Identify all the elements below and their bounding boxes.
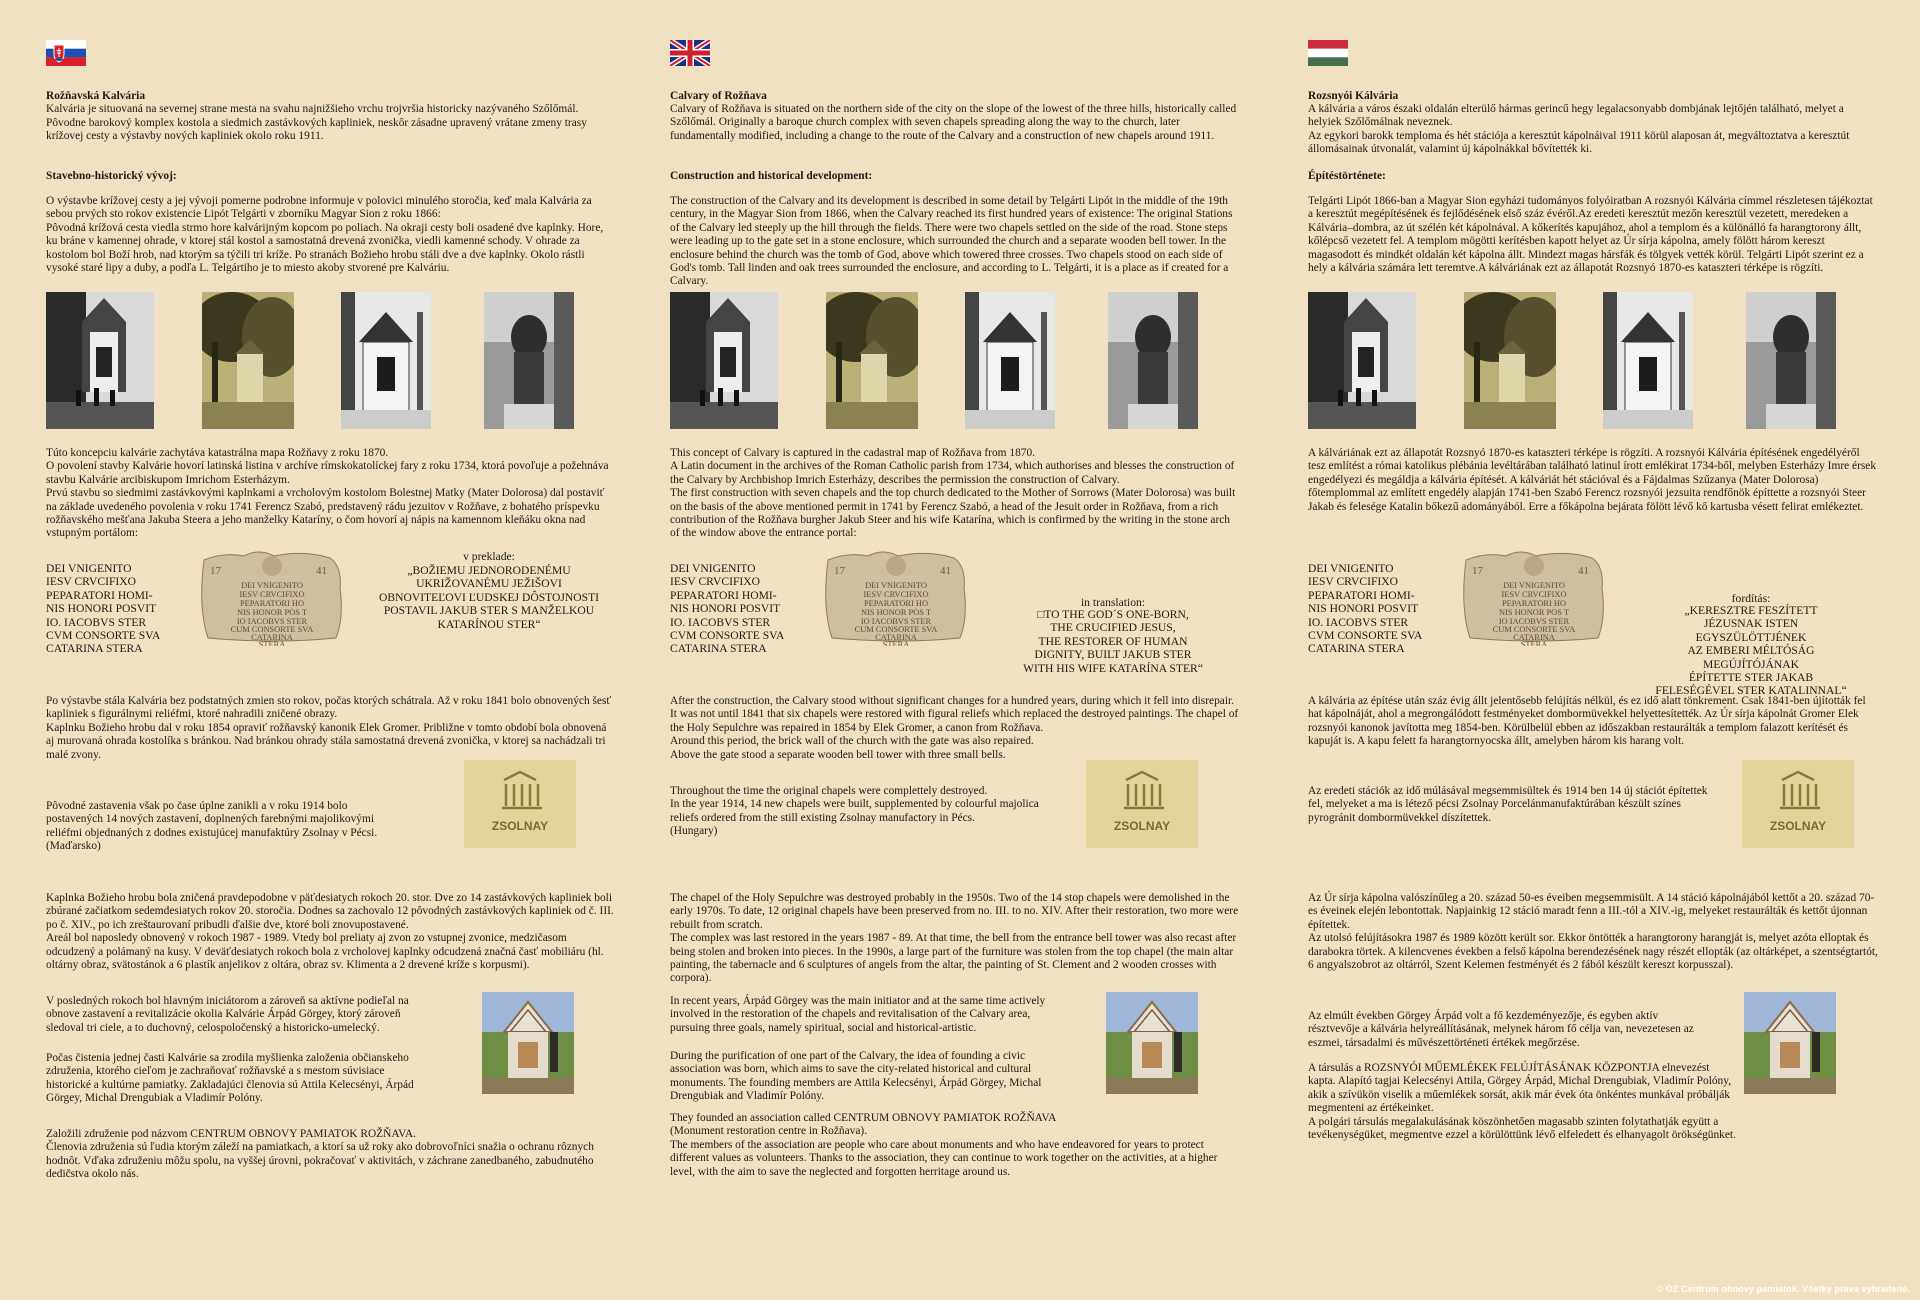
translation-text: „BOŽIEMU JEDNORODENÉMU UKRIŽOVANÉMU JEŽIŠOVI OBNOVITEĽOVI ĽUDSKEJ DÔSTOJNOSTI POSTAVIL JAKUB STER S MANŽELKOU KATARÍNOU STER“ [378,564,600,631]
photo-chapel-winter [1603,292,1693,429]
section-title: Rožňavská Kalvária [46,90,146,102]
section-title: Rozsnyói Kálvária [1308,90,1399,102]
zsolnay-mark: ZSOLNAY [1113,819,1171,833]
photo-chapel-winter [965,292,1055,429]
plaque-line: PEPARATORI HO [240,599,304,608]
history-text: The construction of the Calvary and its development is described in some detail by Telgárti Lipót in the middle of the 19th century, in the Magyar Sion from 1866, when the Calvary reached its first hundred years of existence: The original Stations of the Calvary led steeply up the hill through the fields. There were two chapels settled on the side of the road. Stone steps were leading up to the gate set in a stone enclosure, which surrounded the church and a separate wooden bell tower. In the enclosure behind the church was the tomb of God, above which towered three crosses. Two chapels stood on each side of God's tomb. Tall linden and oak trees surrounded the enclosure, and according to L. Telgárti, it is a place as if created for a Calvary. [670,195,1233,288]
after-construction-text: A kálvária az építése után száz évig állt jelentősebb felújítás nélkül, és ez idő alatt tönkrement. Csak 1841-ben újították fel hat kápolnáját, ahol a megrongálódott festményeket dombormüvekkel helyettesítették. Az Úr sírja kápolnát Gromer Elek rozsnyói kanonok javította meg 1854-ben. Körülbelül ebben az időszakban restaurálták a templom falazott kerítését és kapuját is. A kapu felett fa harangtornyocska állt, amelyben három kis harang volt. [1308,695,1866,748]
intro-text: A kálvária a város északi oldalán elterülő hármas gerincű hegy legalacsonyabb dombjának lejtőjén található, melyet a helyiek Szőlőmálnak neveznek. Az egykori barokk temploma és hét stációja a keresztút kápolnáival 1911 körül alaposan át, megváltoztatva a keresztút állomásainak útvonalát, valamint új kápolnákkal bővítették ki. [1308,103,1850,156]
history-text: Telgárti Lipót 1866-ban a Magyar Sion egyházi tudományos folyóiratban A rozsnyói Kálvária címmel részletesen tájékoztat a keresztút megépítésének és fejlődésének első száz évéről.Az eredeti keresztút mezőn keresztül vezetett, meredeken a Kálvária–dombra, az út szélén két kápolnával. A kőkerítés kapujához, ahol a templom és a különálló fa harangtorony állt, kőlépcső vezetett fel. A templom mögötti kerítésben kapott helyet az Úr sírja kápolna, amely fölött három kereszt magasodott és mindkét oldalán két kápolna állt. Mindezt magas hársfák és tölgyek vették körül. Telgárti Lipót szerint ez a hely a kálvária számára lett teremtve.A kálváriának ezt az állapotát Rozsnyó 1870-es kataszteri térképe is rögzíti. [1308,195,1873,275]
plaque-line: IO IACOBVS STER [860,617,932,626]
photo-statue [1108,292,1198,429]
plaque-line: CUM CONSORTE SVA [230,625,314,634]
plaque-line: DEI VNIGENITO [1503,581,1565,590]
section-title: Calvary of Rožňava [670,90,767,102]
plaque-line: NIS HONOR POS T [1499,608,1569,617]
section-heading: Építéstörténete: [1308,170,1386,182]
zsolnay-text: Pôvodné zastavenia však po čase úplne zanikli a v roku 1914 bolo postavených 14 nových zastavení, doplnených farebnými majolikovými reliéfmi objednaných z dodnes existujúcej manufaktúry Zsolnay v Pécsi. (Maďarsko) [46,800,378,853]
plaque-year-right: 41 [940,565,951,577]
uk-flag-icon [670,40,710,66]
copyright-notice: © OZ Centrum obnovy pamiatok. Všetky práva vyhradené. [1656,1284,1910,1294]
column-hungarian [1308,40,1878,1142]
zsolnay-relief-image [1742,760,1854,848]
column-slovak [46,40,616,1181]
restored-chapel-photo [1744,992,1836,1094]
plaque-line: IESV CRVCIFIXO [239,590,305,599]
photo-statue [484,292,574,429]
zsolnay-mark: ZSOLNAY [491,819,549,833]
translation-label: v preklade: [463,550,515,563]
map-text: This concept of Calvary is captured in the cadastral map of Rožňava from 1870. A Latin document in the archives of the Roman Catholic parish from 1734, which authorises and blesses the construction of the Calvary by Archbishop Imrich Esterházy, describes the permission the construction of Calvary. The first construction with seven chapels and the top church dedicated to the Mother of Sorrows (Mater Dolorosa) was built on the basis of the above mentioned permit in 1741 by Ferencz Szabó, a head of the Jesuit order in Rožňava, from a rich contribution of the Rožňava burgher Jakub Steer and his wife Katarína, which is confirmed by the writing in the stone arch of the window above the entrance portal: [670,447,1236,540]
history-text: O výstavbe krížovej cesty a jej vývoji pomerne podrobne informuje v polovici minulého storočia, keď mala Kalvária za sebou prvých sto rokov existencie Lipót Telgárti v zborníku Magyar Sion z roku 1866: Pôvodná krížová cesta viedla strmo hore kalvárijným kopcom po poliach. Na okraji cesty boli osadené dve kaplnky. Hore, ku bráne v kamennej ohrade, v ktorej stál kostol a samostatná drevená zvonička, viedli kamenné schody. V ohrade za kostolom bol Boží hrob, nad ktorým sa týčili tri kríže. Po stranách Božieho hrobu stáli dve a dve kaplnky. Okolo rástli vysoké staré lipy a duby, a podľa L. Telgártiho je to miesto akoby stvorené pre Kalváriu. [46,195,604,275]
latin-inscription: DEI VNIGENITO IESV CRVCIFIXO PEPARATORI HOMI- NIS HONORI POSVIT IO. IACOBVS STER CVM CONSORTE SVA CATARINA STERA [670,562,785,656]
plaque-line: STERA [1520,640,1548,646]
plaque-line: CATARINA [875,633,917,642]
stone-plaque-image [822,550,970,646]
recent-years-text: Az elmúlt években Görgey Árpád volt a fő kezdeményezője, és egyben aktív résztvevője a kálvária helyreállításának, melynek három fő célja van, nevezetesen az eszmei, társadalmi és művészettörténeti értékek megőrzése. [1308,1010,1694,1049]
photo-chapel-tower [1308,292,1416,429]
chapel-history-text: The chapel of the Holy Sepulchre was destroyed probably in the 1950s. Two of the 14 stop chapels were demolished in the early 1970s. To date, 12 original chapels have been preserved from no. III. to no. XIV. After their restoration, two more were rebuilt from scratch. The complex was last restored in the years 1987 - 89. At that time, the bell from the entrance bell tower was also recast after being stolen and broken into pieces. In the 1990s, a large part of the furniture was stolen from the top chapel (the main altar painting, the tabernacle and 6 sculptures of angels from the altar, the painting of St. Clement and 2 wooden crosses with corpora). [670,892,1239,985]
stone-plaque-image [1460,550,1608,646]
founded-text: They founded an association called CENTRUM OBNOVY PAMIATOK ROŽŇAVA (Monument restoration centre in Rožňava). The members of the association are people who care about monuments and who have endeavored for years to protect different values as volunteers. Thanks to the association, they can continue to work together on the activities, at a higher level, with the aim to save the neglected and forgotten herritage around us. [670,1112,1218,1178]
latin-inscription: DEI VNIGENITO IESV CRVCIFIXO PEPARATORI HOMI- NIS HONORI POSVIT IO. IACOBVS STER CVM CONSORTE SVA CATARINA STERA [46,562,161,656]
stone-plaque-image [198,550,346,646]
column-english [670,40,1240,1178]
recent-years-text: V posledných rokoch bol hlavným iniciátorom a zároveň sa aktívne podieľal na obnove zastavení a revitalizácie okolia Kalvárie Árpád Görgey, ktorý zároveň sledoval tri ciele, a to duchovný, celospoločenský a historicko-umelecký. [46,995,409,1034]
plaque-line: IESV CRVCIFIXO [863,590,929,599]
slovak-flag-icon [46,40,86,66]
plaque-year-right: 41 [316,565,327,577]
zsolnay-text: Az eredeti stációk az idő múlásával megsemmisültek és 1914 ben 14 új stációt építettek fel, melyeket a ma is létező pécsi Zsolnay Porcelánmanufaktúrában készült színes pyrogránit dombormüvekkel díszítettek. [1308,785,1708,824]
photo-chapel-trees [1464,292,1556,429]
association-text: Počas čistenia jednej časti Kalvárie sa zrodila myšlienka založenia občianskeho združenia, ktorého cieľom je zachraňovať rožňavské a s mestom súvisiace historické a kultúrne pamiatky. Zakladajúci členovia sú Attila Kelecsényi, Árpád Görgey, Michal Drengubiak a Vladimír Polóny. [46,1052,414,1105]
translation-label: fordítás: [1731,592,1771,605]
association-text: During the purification of one part of the Calvary, the idea of founding a civic association was born, which aims to save the city-related historical and cultural monuments. The founding members are Attila Kelecsényi, Árpád Görgey, Michal Drengubiak and Vladimír Polóny. [670,1050,1042,1103]
intro-text: Calvary of Rožňava is situated on the northern side of the city on the slope of the lowest of the three hills, historically called Szőlőmál. Originally a baroque church complex with seven chapels spreading along the way to the church, later fundamentally modified, including a change to the route of the Calvary and a construction of new chapels around 1911. [670,103,1237,142]
section-heading: Stavebno-historický vývoj: [46,170,177,182]
latin-inscription: DEI VNIGENITO IESV CRVCIFIXO PEPARATORI HOMI- NIS HONORI POSVIT IO. IACOBVS STER CVM CONSORTE SVA CATARINA STERA [1308,562,1423,656]
plaque-line: DEI VNIGENITO [241,581,303,590]
plaque-line: PEPARATORI HO [864,599,928,608]
photo-chapel-trees [826,292,918,429]
plaque-line: NIS HONOR POS T [237,608,307,617]
map-text: A kálváriának ezt az állapotát Rozsnyó 1870-es kataszteri térképe is rögzíti. A rozsnyói Kálvária építésének engedélyéről tesz említést a római katolikus plébánia levéltárában található latinul írott emlékirat 1734-ből, melyben Esterházy Imre érsek engedélyezi és megáldja a kálvária építését. A kálváriát hét stációval és a Fájdalmas Szűzanya (Mater Dolorosa) főtemplommal az említett engedély alapján 1741-ben Szabó Ferencz rozsnyói jezsuita rendfőnök építtette a rozsnyói Steer Jakab és felesége Katalin bőkezű adományából. Erre a főkápolna bejárata fölött lévő kő kartusba vésett felirat emlékeztet. [1308,447,1877,513]
translation-label: in translation: [1080,596,1146,609]
chapel-history-text: Kaplnka Božieho hrobu bola zničená pravdepodobne v päťdesiatych rokoch 20. stor. Dve zo 14 zastávkových kapliniek boli zbúrané začiatkom sedemdesiatych rokov 20. storočia. Dodnes sa zachovalo 12 pôvodných zastávkových kapliniek od č. III. po č. XIV., po ich zreštaurovaní pribudli ďalšie dve, ktoré boli znovupostavené. Areál bol naposledy obnovený v rokoch 1987 - 1989. Vtedy bol preliaty aj zvon zo vstupnej zvonice, medzičasom odcudzený a polámaný na kusy. V deväťdesiatych rokoch bola z vrcholovej kaplnky odcudzená značná časť mobiliáru (hl. oltárny obraz, svätostánok a 6 plastík anjelikov z oltára, obraz sv. Klimenta a 2 drevené kríže s korpusmi). [46,892,614,972]
zsolnay-mark: ZSOLNAY [1769,819,1827,833]
plaque-line: STERA [882,640,910,646]
plaque-year-left: 17 [210,565,221,577]
after-construction-text: After the construction, the Calvary stood without significant changes for a hundred years, during which it fell into disrepair. It was not until 1841 that six chapels were restored with figural reliefs which replaced the destroyed paintings. The chapel of the Holy Sepulchre was repaired in 1854 by Elek Gromer, a canon from Rožňava. Around this period, the brick wall of the church with the gate was also repaired. Above the gate stood a separate wooden bell tower with three small bells. [670,695,1239,761]
plaque-year-right: 41 [1578,565,1589,577]
plaque-line: NIS HONOR POS T [861,608,931,617]
plaque-year-left: 17 [834,565,845,577]
hungarian-flag-icon [1308,40,1348,66]
founded-text: Založili združenie pod názvom CENTRUM OBNOVY PAMIATOK ROŽŇAVA. Členovia združenia sú ľudia ktorým záleží na pamiatkach, a ktorí sa už roky ako dobrovoľníci snažia o ochranu rôznych hodnôt. Vďaka združeniu môžu spolu, na vyššej úrovni, pokračovať v aktivitách, v záchrane zanedbaného, zabudnutého dedičstva okolo nás. [46,1128,594,1181]
photo-chapel-tower [46,292,154,429]
plaque-line: IO IACOBVS STER [1498,617,1570,626]
historic-photos [1308,292,1878,432]
translation-text: □TO THE GOD´S ONE-BORN, THE CRUCIFIED JESUS, THE RESTORER OF HUMAN DIGNITY, BUILT JAKUB STER WITH HIS WIFE KATARÍNA STER“ [1023,608,1203,675]
plaque-line: PEPARATORI HO [1502,599,1566,608]
zsolnay-text: Throughout the time the original chapels were complettely destroyed. In the year 1914, 14 new chapels were built, supplemented by colourful majolica reliefs ordered from the still existing Zsolnay manufactory in Pécs. (Hungary) [670,785,1039,838]
plaque-line: IO IACOBVS STER [236,617,308,626]
section-heading: Construction and historical development: [670,170,873,182]
plaque-line: CATARINA [251,633,293,642]
photo-chapel-trees [202,292,294,429]
plaque-line: DEI VNIGENITO [865,581,927,590]
plaque-year-left: 17 [1472,565,1483,577]
zsolnay-relief-image [464,760,576,848]
plaque-line: CUM CONSORTE SVA [854,625,938,634]
translation-text: „KERESZTRE FESZÍTETT JÉZUSNAK ISTEN EGYSZÜLÖTTJÉNEK AZ EMBERI MÉLTÓSÁG MEGÚJÍTÓJÁNAK ÉPÍTETTE STER JAKAB FELESÉGÉVEL STER KATALINNAL“ [1655,604,1847,698]
recent-years-text: In recent years, Árpád Görgey was the main initiator and at the same time actively involved in the restoration of the chapels and revitalisation of the Calvary area, pursuing three goals, namely spiritual, social and historical-artistic. [670,995,1046,1034]
plaque-line: CUM CONSORTE SVA [1492,625,1576,634]
intro-text: Kalvária je situovaná na severnej strane mesta na svahu najnižšieho vrchu trojvršia historicky nazývaného Szőlőmál. Pôvodne barokový komplex kostola a siedmich zastávkových kapliniek, neskôr zásadne upravený vrátane zmeny trasy krížovej cesty a výstavby nových kapliniek okolo roku 1911. [46,103,587,143]
photo-chapel-winter [341,292,431,429]
restored-chapel-photo [1106,992,1198,1094]
photo-chapel-tower [670,292,778,429]
association-text: A társulás a ROZSNYÓI MŰEMLÉKEK FELÚJÍTÁSÁNAK KÖZPONTJA elnevezést kapta. Alapító tagjai Kelecsényi Attila, Görgey Árpád, Michal Drengubiak, Vladimír Polóny, akik a szívükön viselik a műemlékek sorsát, akik már évek óta önkéntes munkával próbálják megmenteni az értékeinket. A polgári társulás megalakulásának köszönhetően magasabb szinten folytathatják együtt a tevékenységüket, megmentve ezzel a körülöttünk lévő elfeledett és elhanyagolt örökségünket. [1308,1062,1736,1142]
historic-photos [670,292,1240,432]
plaque-line: IESV CRVCIFIXO [1501,590,1567,599]
plaque-line: STERA [258,640,286,646]
map-text: Túto koncepciu kalvárie zachytáva katastrálna mapa Rožňavy z roku 1870. O povolení stavby Kalvárie hovorí latinská listina v archíve rímskokatolíckej fary z roku 1734, ktorá povoľuje a požehnáva stavbu Kalvárie arcibiskupom Imrichom Esterházym. Prvú stavbu so siedmimi zastávkovými kaplnkami a vrcholovým kostolom Bolestnej Matky (Mater Dolorosa) dal postaviť na základe uvedeného povolenia v roku 1741 Ferencz Szabó, predstavený rádu jezuitov v Rožňave, z bohatého príspevku rožňavského mešťana Jakuba Steera a jeho manželky Kataríny, o čom hovorí aj nápis na kamennom kleňáku okna nad vstupným portálom: [46,447,609,540]
photo-statue [1746,292,1836,429]
zsolnay-relief-image [1086,760,1198,848]
after-construction-text: Po výstavbe stála Kalvária bez podstatných zmien sto rokov, počas ktorých schátrala. Až v roku 1841 bolo obnovených šesť kapliniek s figurálnymi reliéfmi, ktoré nahradili zničené obrazy. Kaplnku Božieho hrobu dal v roku 1854 opraviť rožňavský kanonik Elek Gromer. Približne v tomto období bola obnovená aj murovaná ohrada kostolíka s bránkou. Nad bránkou ohrady stála samostatná drevená zvonička, v ktorej sa nachádzali tri malé zvony. [46,695,612,761]
restored-chapel-photo [482,992,574,1094]
chapel-history-text: Az Úr sírja kápolna valószínűleg a 20. század 50-es éveiben megsemmisült. A 14 stáció kápolnájából kettőt a 20. század 70-es éveinek elején lebontottak. Napjainkig 12 stáció maradt fenn a III.-tól a XIV.-ig, melyeket restaurálták és kettőt újonnan építettek. Az utolsó felújításokra 1987 és 1989 között került sor. Ekkor öntötték a harangtorony harangját is, melyet azóta elloptak és darabokra törtek. A kilencvenes években a felső kápolna berendezésének nagy részét ellopták (az oltárképet, a szentségtartót, 6 angyalszobrot az oltárról, Szent Kelemen festményét és 2 fából készült kereszt korpusszal). [1308,892,1878,972]
plaque-line: CATARINA [1513,633,1555,642]
historic-photos [46,292,616,432]
